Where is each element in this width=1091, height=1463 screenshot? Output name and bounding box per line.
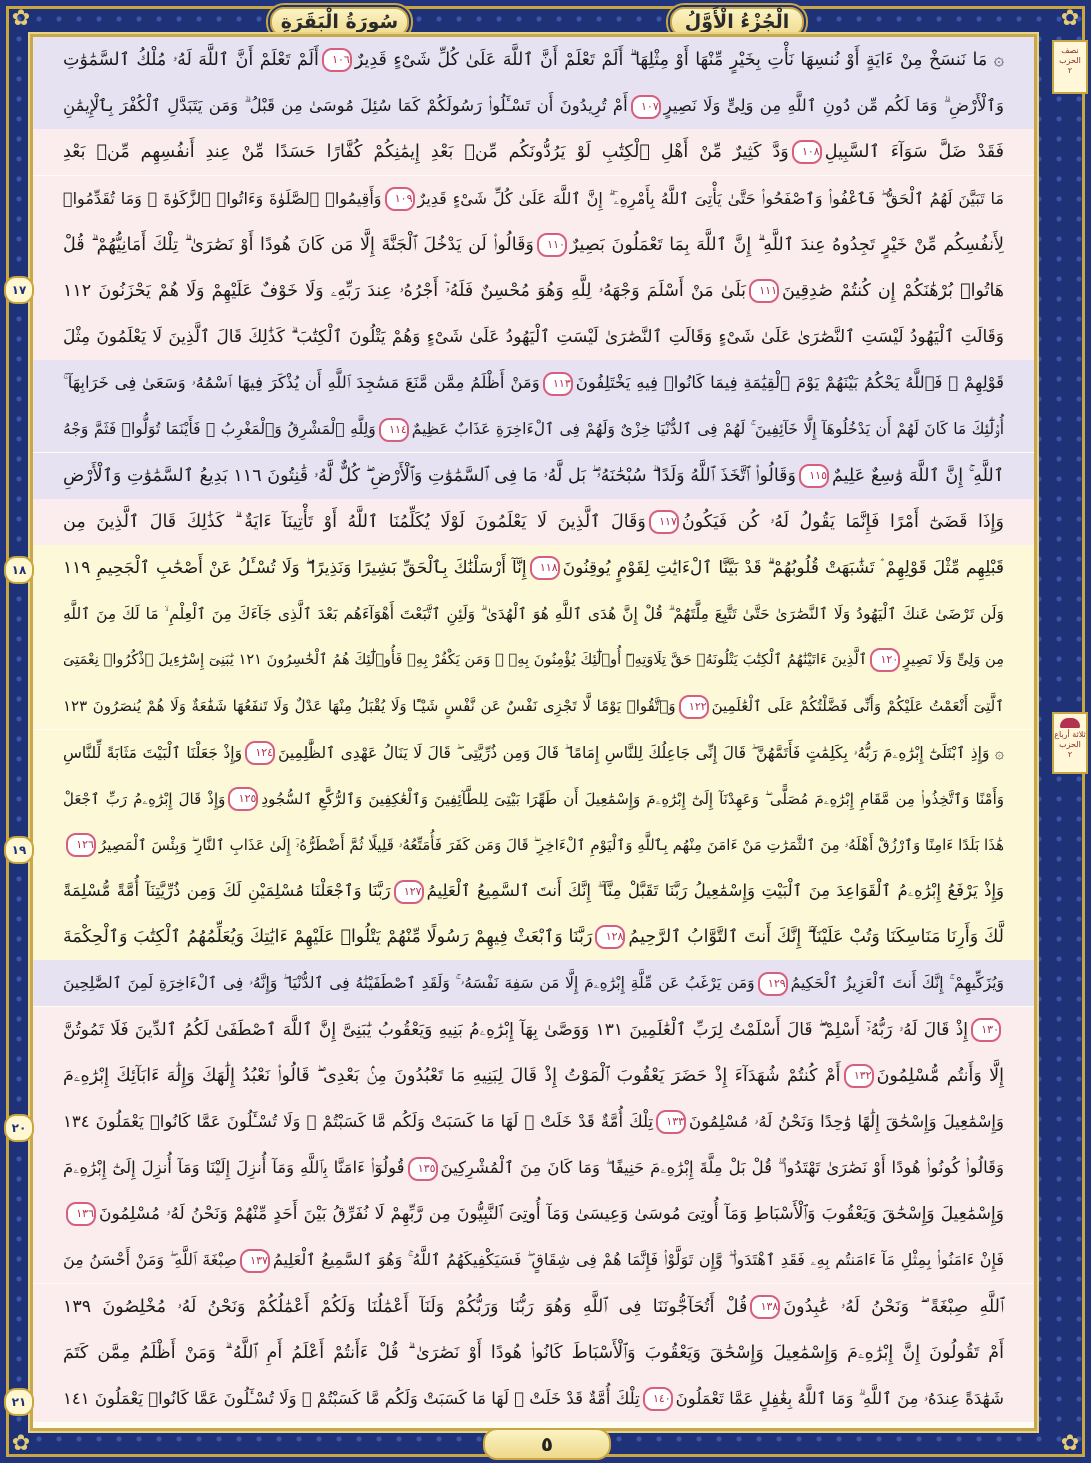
corner-ornament-icon: ✿ [11, 6, 31, 31]
verse-text: تِلْكَ أُمَّةٌ قَدْ خَلَتْ ۖ لَهَا مَا كَسَبَتْ وَلَكُم مَّا كَسَبْتُمْ ۖ وَلَا تُسْـَٔلُونَ عَمَّا كَانُوا۟ يَعْمَلُونَ ١٤١ [63, 1388, 640, 1408]
verse-text: وَمَنْ أَظْلَمُ مِمَّن مَّنَعَ مَسَٰجِدَ ٱللَّهِ أَن يُذْكَرَ فِيهَا ٱسْمُهُۥ وَسَعَىٰ فِى خَرَابِهَآ ۚ [63, 373, 540, 393]
verse-text: إِلَّا وَأَنتُم مُّسْلِمُونَ [876, 1065, 1004, 1086]
ayah-number-marker: ١٢٦ [66, 833, 96, 857]
ayah-number-marker: ١٤٠ [643, 1387, 673, 1411]
corner-ornament-icon: ✿ [1060, 1431, 1080, 1456]
hizb-badge-label: نصف [1061, 46, 1079, 55]
verse-text: وَإِسْمَٰعِيلَ وَإِسْحَٰقَ وَيَعْقُوبَ وَٱلْأَسْبَاطِ وَمَآ أُوتِىَ مُوسَىٰ وَعِيسَىٰ وَمَآ أُوتِىَ ٱلنَّبِيُّونَ مِن رَّبِّهِمْ لَا نُفَرِّقُ بَيْنَ أَحَدٍ مِّنْهُمْ وَنَحْنُ لَهُۥ مُسْلِمُونَ [99, 1204, 1004, 1225]
verse-text: وَأَقِيمُوا۟ ٱلصَّلَوٰةَ وَءَاتُوا۟ ٱلزَّكَوٰةَ ۚ وَمَا تُقَدِّمُوا۟ [63, 188, 382, 208]
verse-text: وَقَالَتِ ٱلْيَهُودُ لَيْسَتِ ٱلنَّصَٰرَىٰ عَلَىٰ شَىْءٍ وَقَالَتِ ٱلنَّصَٰرَىٰ لَيْسَتِ ٱلْيَهُودُ عَلَىٰ شَىْءٍ وَهُمْ يَتْلُونَ ٱلْكِتَٰبَ ۗ كَذَٰلِكَ قَالَ ٱلَّذِينَ لَا يَعْلَمُونَ مِثْلَ [63, 327, 1004, 347]
ayah-number-marker: ١٢٨ [595, 925, 625, 949]
verse-text: وَٱتَّقُوا۟ يَوْمًا لَّا تَجْزِى نَفْسٌ عَن نَّفْسٍ شَيْـًٔا وَلَا يُقْبَلُ مِنْهَا عَدْلٌ وَلَا تَنفَعُهَا شَفَٰعَةٌ وَلَا هُمْ يُنصَرُونَ ١٢٣ [63, 697, 676, 716]
verse-text: مَا تَبَيَّنَ لَهُمُ ٱلْحَقُّ ۖ فَٱعْفُوا۟ وَٱصْفَحُوا۟ حَتَّىٰ يَأْتِىَ ٱللَّهُ بِأَمْرِهِۦٓ ۗ إِنَّ ٱللَّهَ عَلَىٰ كُلِّ شَىْءٍ قَدِيرٌ [417, 188, 1004, 208]
rub-marker: ١٨ [4, 556, 34, 584]
verse-text: رَبَّنَا وَٱبْعَثْ فِيهِمْ رَسُولًا مِّنْهُمْ يَتْلُوا۟ عَلَيْهِمْ ءَايَٰتِكَ وَيُعَلِّمُهُمُ ٱلْكِتَٰبَ وَٱلْحِكْمَةَ [63, 927, 593, 948]
verse-text: أُو۟لَٰٓئِكَ مَا كَانَ لَهُمْ أَن يَدْخُلُوهَآ إِلَّا خَآئِفِينَ ۚ لَهُمْ فِى ٱلدُّنْيَا خِزْىٌ وَلَهُمْ فِى ٱلْءَاخِرَةِ عَذَابٌ عَظِيمٌ [411, 420, 1005, 439]
verse-text: ۞ مَا نَنسَخْ مِنْ ءَايَةٍ أَوْ نُنسِهَا نَأْتِ بِخَيْرٍ مِّنْهَا أَوْ مِثْلِهَا ۗ أَلَمْ تَعْلَمْ أَنَّ ٱللَّهَ عَلَىٰ كُلِّ شَىْءٍ قَدِيرٌ [354, 50, 1005, 70]
verse-line [33, 453, 1034, 499]
verse-text: وَإِذْ يَرْفَعُ إِبْرَٰهِۦمُ ٱلْقَوَاعِدَ مِنَ ٱلْبَيْتِ وَإِسْمَٰعِيلُ رَبَّنَا تَقَبَّلْ مِنَّآ ۖ إِنَّكَ أَنتَ ٱلسَّمِيعُ ٱلْعَلِيمُ [426, 881, 1005, 900]
verse-line [33, 1099, 1034, 1145]
verse-text: لِأَنفُسِكُم مِّنْ خَيْرٍ تَجِدُوهُ عِندَ ٱللَّهِ ۗ إِنَّ ٱللَّهَ بِمَا تَعْمَلُونَ بَصِيرٌ [569, 234, 1004, 255]
verse-text: قَبْلِهِم مِّثْلَ قَوْلِهِمْ ۘ تَشَٰبَهَتْ قُلُوبُهُمْ ۗ قَدْ بَيَّنَّا ٱلْءَايَٰتِ لِقَوْمٍ يُوقِنُونَ [562, 557, 1004, 578]
verse-text: وَقَالُوا۟ لَن يَدْخُلَ ٱلْجَنَّةَ إِلَّا مَن كَانَ هُودًا أَوْ نَصَٰرَىٰ ۗ تِلْكَ أَمَانِيُّهُمْ ۗ قُلْ [63, 234, 534, 255]
verse-line [33, 1191, 1034, 1237]
verse-line [33, 822, 1034, 868]
verse-text: أَلَمْ تَعْلَمْ أَنَّ ٱللَّهَ لَهُۥ مُلْكُ ٱلسَّمَٰوَٰتِ [63, 50, 319, 70]
verse-line [33, 1284, 1034, 1330]
verse-line [33, 914, 1034, 960]
verse-line [33, 776, 1034, 822]
hizb-badge-number: ٢ [1067, 66, 1073, 75]
ayah-number-marker: ١٣٦ [66, 1202, 96, 1226]
verse-text: وَمَن يَرْغَبُ عَن مِّلَّةِ إِبْرَٰهِۦمَ إِلَّا مَن سَفِهَ نَفْسَهُۥ ۚ وَلَقَدِ ٱصْطَفَيْنَٰهُ فِى ٱلدُّنْيَا ۖ وَإِنَّهُۥ فِى ٱلْءَاخِرَةِ لَمِنَ ٱلصَّٰلِحِينَ [63, 974, 755, 993]
verse-line [33, 268, 1034, 314]
verse-text: رَبَّنَا وَٱجْعَلْنَا مُسْلِمَيْنِ لَكَ وَمِن ذُرِّيَّتِنَآ أُمَّةً مُّسْلِمَةً [63, 881, 391, 900]
verse-text: ٱلَّذِينَ ءَاتَيْنَٰهُمُ ٱلْكِتَٰبَ يَتْلُونَهُۥ حَقَّ تِلَاوَتِهِۦٓ أُو۟لَٰٓئِكَ يُؤْمِنُونَ بِهِۦ ۗ وَمَن يَكْفُرْ بِهِۦ فَأُو۟لَٰٓئِكَ هُمُ ٱلْخَٰسِرُونَ ١٢١ يَٰبَنِىٓ إِسْرَٰٓءِيلَ ٱذْكُرُوا۟ نِعْمَتِىَ [63, 652, 868, 669]
dome-icon [1060, 718, 1080, 728]
rub-marker: ١٧ [4, 276, 34, 304]
verse-line [33, 637, 1034, 683]
ayah-number-marker: ١١٤ [379, 418, 409, 442]
page-header [30, 4, 1031, 34]
verse-line [33, 222, 1034, 268]
hizb-badge-half [1052, 40, 1088, 94]
ayah-number-marker: ١٣٣ [656, 1110, 686, 1134]
hizb-badge-number: ٢ [1067, 750, 1073, 759]
verse-text: شَهَٰدَةً عِندَهُۥ مِنَ ٱللَّهِ ۗ وَمَا ٱللَّهُ بِغَٰفِلٍ عَمَّا تَعْمَلُونَ [675, 1388, 1004, 1408]
verse-text: هَٰذَا بَلَدًا ءَامِنًا وَٱرْزُقْ أَهْلَهُۥ مِنَ ٱلثَّمَرَٰتِ مَنْ ءَامَنَ مِنْهُم بِٱللَّهِ وَٱلْيَوْمِ ٱلْءَاخِرِ ۖ قَالَ وَمَن كَفَرَ فَأُمَتِّعُهُۥ قَلِيلًا ثُمَّ أَضْطَرُّهُۥٓ إِلَىٰ عَذَابِ ٱلنَّارِ ۖ وَبِئْسَ ٱلْمَصِيرُ [98, 835, 1004, 854]
ayah-number-marker: ١٢٤ [245, 741, 275, 765]
verse-text: أَمْ كُنتُمْ شُهَدَآءَ إِذْ حَضَرَ يَعْقُوبَ ٱلْمَوْتُ إِذْ قَالَ لِبَنِيهِ مَا تَعْبُدُونَ مِنۢ بَعْدِى ۖ قَالُوا۟ نَعْبُدُ إِلَٰهَكَ وَإِلَٰهَ ءَابَآئِكَ إِبْرَٰهِۦمَ [63, 1065, 841, 1086]
ayah-number-marker: ١١٨ [530, 556, 560, 580]
verse-text: وَقَالُوا۟ ٱتَّخَذَ ٱللَّهُ وَلَدًا ۗ سُبْحَٰنَهُۥ ۖ بَل لَّهُۥ مَا فِى ٱلسَّمَٰوَٰتِ وَٱلْأَرْضِ ۖ كُلٌّ لَّهُۥ قَٰنِتُونَ ١١٦ بَدِيعُ ٱلسَّمَٰوَٰتِ وَٱلْأَرْضِ [63, 465, 796, 486]
ayah-number-marker: ١٠٧ [631, 95, 661, 119]
verse-text: وَإِسْمَٰعِيلَ وَإِسْحَٰقَ إِلَٰهًا وَٰحِدًا وَنَحْنُ لَهُۥ مُسْلِمُونَ [689, 1111, 1004, 1131]
ayah-number-marker: ١٠٨ [792, 140, 822, 164]
verse-text: وَٱلْأَرْضِ ۗ وَمَا لَكُم مِّن دُونِ ٱللَّهِ مِن وَلِىٍّ وَلَا نَصِيرٍ [663, 96, 1004, 116]
ayah-number-marker: ١٢٥ [228, 787, 258, 811]
verse-line [33, 1053, 1034, 1099]
verse-line [33, 499, 1034, 545]
ayah-number-marker: ١١١ [749, 279, 779, 303]
rub-marker: ٢١ [4, 1388, 34, 1416]
ayah-number-marker: ١٣٧ [240, 1249, 270, 1273]
ayah-number-marker: ١١٧ [649, 510, 679, 534]
verse-text: وَقَالَ ٱلَّذِينَ لَا يَعْلَمُونَ لَوْلَا يُكَلِّمُنَا ٱللَّهُ أَوْ تَأْتِينَآ ءَايَةٌ ۗ كَذَٰلِكَ قَالَ ٱلَّذِينَ مِن [63, 511, 646, 532]
hizb-badge-three-quarters [1052, 712, 1088, 774]
verse-line [33, 1145, 1034, 1191]
verse-line [33, 1376, 1034, 1422]
verse-text: وَإِذْ قَالَ إِبْرَٰهِۦمُ رَبِّ ٱجْعَلْ [63, 789, 226, 808]
verse-text: قُلْ أَتُحَآجُّونَنَا فِى ٱللَّهِ وَهُوَ رَبُّنَا وَرَبُّكُمْ وَلَنَآ أَعْمَٰلُنَا وَلَكُمْ أَعْمَٰلُكُمْ وَنَحْنُ لَهُۥ مُخْلِصُونَ ١٣٩ [63, 1296, 748, 1317]
verse-text: فَقَدْ ضَلَّ سَوَآءَ ٱلسَّبِيلِ [824, 142, 1004, 163]
verse-text: ٱللَّهِ صِبْغَةً ۖ وَنَحْنُ لَهُۥ عَٰبِدُونَ [783, 1296, 1004, 1317]
verse-line [33, 683, 1034, 729]
ayah-number-marker: ١١٣ [543, 372, 573, 396]
page-number: ٥ [483, 1428, 611, 1460]
verse-line [33, 545, 1034, 591]
ayah-number-marker: ١٢٧ [394, 880, 424, 904]
verse-text: وَأَمْنًا وَٱتَّخِذُوا۟ مِن مَّقَامِ إِبْرَٰهِۦمَ مُصَلًّى ۖ وَعَهِدْنَآ إِلَىٰٓ إِبْرَٰهِۦمَ وَإِسْمَٰعِيلَ أَن طَهِّرَا بَيْتِىَ لِلطَّآئِفِينَ وَٱلْعَٰكِفِينَ وَٱلرُّكَّعِ ٱلسُّجُودِ [261, 789, 1004, 808]
verse-text: ٱلَّتِىٓ أَنْعَمْتُ عَلَيْكُمْ وَأَنِّى فَضَّلْتُكُمْ عَلَى ٱلْعَٰلَمِينَ [711, 697, 1004, 716]
ayah-number-marker: ١٣٥ [408, 1157, 438, 1181]
verse-line [33, 1237, 1034, 1283]
verse-line [33, 406, 1034, 452]
ayah-number-marker: ١٠٦ [322, 48, 352, 72]
hizb-badge-label: الحزب [1059, 56, 1081, 65]
rub-marker: ١٩ [4, 836, 34, 864]
verse-text: وَلِلَّهِ ٱلْمَشْرِقُ وَٱلْمَغْرِبُ ۚ فَأَيْنَمَا تُوَلُّوا۟ فَثَمَّ وَجْهُ [63, 420, 376, 439]
surah-title-cartouche: سُورَةُ الْبَقَرَةِ [270, 7, 409, 37]
ayah-number-marker: ١٣٨ [750, 1295, 780, 1319]
verse-text: فَإِنْ ءَامَنُوا۟ بِمِثْلِ مَآ ءَامَنتُم بِهِۦ فَقَدِ ٱهْتَدَوا۟ ۖ وَّإِن تَوَلَّوْا۟ فَإِنَّمَا هُمْ فِى شِقَاقٍ ۖ فَسَيَكْفِيكَهُمُ ٱللَّهُ ۚ وَهُوَ ٱلسَّمِيعُ ٱلْعَلِيمُ [272, 1250, 1004, 1270]
corner-ornament-icon: ✿ [1060, 6, 1080, 31]
corner-ornament-icon: ✿ [11, 1431, 31, 1456]
verse-text: صِبْغَةَ ٱللَّهِ ۖ وَمَنْ أَحْسَنُ مِنَ [63, 1250, 237, 1270]
ayah-number-marker: ١١٥ [799, 464, 829, 488]
verse-line [33, 129, 1034, 175]
verse-line [33, 730, 1034, 776]
ayah-number-marker: ١٢٢ [679, 695, 709, 719]
juz-title-cartouche: الْجُزْءُ الْأَوَّلُ [670, 7, 804, 37]
verse-line [33, 1330, 1034, 1376]
verse-line [33, 360, 1034, 406]
verse-line [33, 314, 1034, 360]
verse-text: أَمْ تَقُولُونَ إِنَّ إِبْرَٰهِۦمَ وَإِسْمَٰعِيلَ وَإِسْحَٰقَ وَيَعْقُوبَ وَٱلْأَسْبَاطَ كَانُوا۟ هُودًا أَوْ نَصَٰرَىٰ ۗ قُلْ ءَأَنتُمْ أَعْلَمُ أَمِ ٱللَّهُ ۗ وَمَنْ أَظْلَمُ مِمَّن كَتَمَ [63, 1342, 1004, 1363]
verse-line [33, 1007, 1034, 1053]
verse-text: وَإِذَا قَضَىٰٓ أَمْرًا فَإِنَّمَا يَقُولُ لَهُۥ كُن فَيَكُونُ [681, 511, 1004, 532]
verse-text: هَاتُوا۟ بُرْهَٰنَكُمْ إِن كُنتُمْ صَٰدِقِينَ [782, 280, 1004, 301]
verse-text: وَيُزَكِّيهِمْ ۚ إِنَّكَ أَنتَ ٱلْعَزِيزُ ٱلْحَكِيمُ [790, 974, 1005, 993]
verse-text: لَّكَ وَأَرِنَا مَنَاسِكَنَا وَتُبْ عَلَيْنَآ ۖ إِنَّكَ أَنتَ ٱلتَّوَّابُ ٱلرَّحِيمُ [628, 927, 1004, 948]
verse-text: مِن وَلِىٍّ وَلَا نَصِيرٍ [903, 652, 1004, 669]
verse-text: قُولُوٓا۟ ءَامَنَّا بِٱللَّهِ وَمَآ أُنزِلَ إِلَيْنَا وَمَآ أُنزِلَ إِلَىٰٓ إِبْرَٰهِۦمَ [63, 1158, 405, 1177]
rub-marker: ٢٠ [4, 1114, 34, 1142]
verse-text: إِذْ قَالَ لَهُۥ رَبُّهُۥٓ أَسْلِمْ ۖ قَالَ أَسْلَمْتُ لِرَبِّ ٱلْعَٰلَمِينَ ١٣١ وَوَصَّىٰ بِهَآ إِبْرَٰهِۦمُ بَنِيهِ وَيَعْقُوبُ يَٰبَنِىَّ إِنَّ ٱللَّهَ ٱصْطَفَىٰ لَكُمُ ٱلدِّينَ فَلَا تَمُوتُنَّ [63, 1019, 968, 1040]
ayah-number-marker: ١٢٩ [758, 972, 788, 996]
ayah-number-marker: ١٣٢ [844, 1064, 874, 1088]
verse-line [33, 37, 1034, 83]
verse-line [33, 868, 1034, 914]
verse-line [33, 176, 1034, 222]
hizb-badge-label: ثلاثة أرباع [1054, 730, 1086, 739]
verse-line [33, 83, 1034, 129]
verse-text: أَمْ تُرِيدُونَ أَن تَسْـَٔلُوا۟ رَسُولَكُمْ كَمَا سُئِلَ مُوسَىٰ مِن قَبْلُ ۗ وَمَن يَتَبَدَّلِ ٱلْكُفْرَ بِٱلْإِيمَٰنِ [63, 96, 628, 116]
verse-text: ٱللَّهِ ۚ إِنَّ ٱللَّهَ وَٰسِعٌ عَلِيمٌ [831, 465, 1004, 486]
verse-line [33, 960, 1034, 1006]
hizb-badge-label: الحزب [1059, 740, 1081, 749]
verse-text: وَإِذْ جَعَلْنَا ٱلْبَيْتَ مَثَابَةً لِّلنَّاسِ [63, 743, 243, 762]
verse-text: وَقَالُوا۟ كُونُوا۟ هُودًا أَوْ نَصَٰرَىٰ تَهْتَدُوا۟ ۗ قُلْ بَلْ مِلَّةَ إِبْرَٰهِۦمَ حَنِيفًا ۖ وَمَا كَانَ مِنَ ٱلْمُشْرِكِينَ [440, 1158, 1005, 1177]
verse-line [33, 591, 1034, 637]
ayah-number-marker: ١١٠ [537, 233, 567, 257]
verse-text: وَدَّ كَثِيرٌ مِّنْ أَهْلِ ٱلْكِتَٰبِ لَوْ يَرُدُّونَكُم مِّنۢ بَعْدِ إِيمَٰنِكُمْ كُفَّارًا حَسَدًا مِّنْ عِندِ أَنفُسِهِم مِّنۢ بَعْدِ [63, 142, 789, 163]
ayah-number-marker: ١٢٠ [870, 648, 900, 672]
verse-text: إِنَّآ أَرْسَلْنَٰكَ بِٱلْحَقِّ بَشِيرًا وَنَذِيرًا ۖ وَلَا تُسْـَٔلُ عَنْ أَصْحَٰبِ ٱلْجَحِيمِ ١١٩ [63, 557, 527, 578]
verse-text: وَلَن تَرْضَىٰ عَنكَ ٱلْيَهُودُ وَلَا ٱلنَّصَٰرَىٰ حَتَّىٰ تَتَّبِعَ مِلَّتَهُمْ ۗ قُلْ إِنَّ هُدَى ٱللَّهِ هُوَ ٱلْهُدَىٰ ۗ وَلَئِنِ ٱتَّبَعْتَ أَهْوَآءَهُم بَعْدَ ٱلَّذِى جَآءَكَ مِنَ ٱلْعِلْمِ ۙ مَا لَكَ مِنَ ٱللَّهِ [63, 605, 1004, 623]
verse-text: تِلْكَ أُمَّةٌ قَدْ خَلَتْ ۖ لَهَا مَا كَسَبَتْ وَلَكُم مَّا كَسَبْتُمْ ۖ وَلَا تُسْـَٔلُونَ عَمَّا كَانُوا۟ يَعْمَلُونَ ١٣٤ [63, 1111, 654, 1131]
ayah-number-marker: ١٣٠ [971, 1018, 1001, 1042]
verse-lines [33, 37, 1034, 1422]
verse-text: بَلَىٰ مَنْ أَسْلَمَ وَجْهَهُۥ لِلَّهِ وَهُوَ مُحْسِنٌ فَلَهُۥٓ أَجْرُهُۥ عِندَ رَبِّهِۦ وَلَا خَوْفٌ عَلَيْهِمْ وَلَا هُمْ يَحْزَنُونَ ١١٢ [63, 280, 746, 301]
ayah-number-marker: ١٠٩ [385, 187, 415, 211]
verse-text: قَوْلِهِمْ ۚ فَٱللَّهُ يَحْكُمُ بَيْنَهُمْ يَوْمَ ٱلْقِيَٰمَةِ فِيمَا كَانُوا۟ فِيهِ يَخْتَلِفُونَ [575, 373, 1005, 393]
verse-text: ۞ وَإِذِ ٱبْتَلَىٰٓ إِبْرَٰهِۦمَ رَبُّهُۥ بِكَلِمَٰتٍ فَأَتَمَّهُنَّ ۖ قَالَ إِنِّى جَاعِلُكَ لِلنَّاسِ إِمَامًا ۖ قَالَ وَمِن ذُرِّيَّتِى ۖ قَالَ لَا يَنَالُ عَهْدِى ٱلظَّٰلِمِينَ [278, 743, 1005, 762]
